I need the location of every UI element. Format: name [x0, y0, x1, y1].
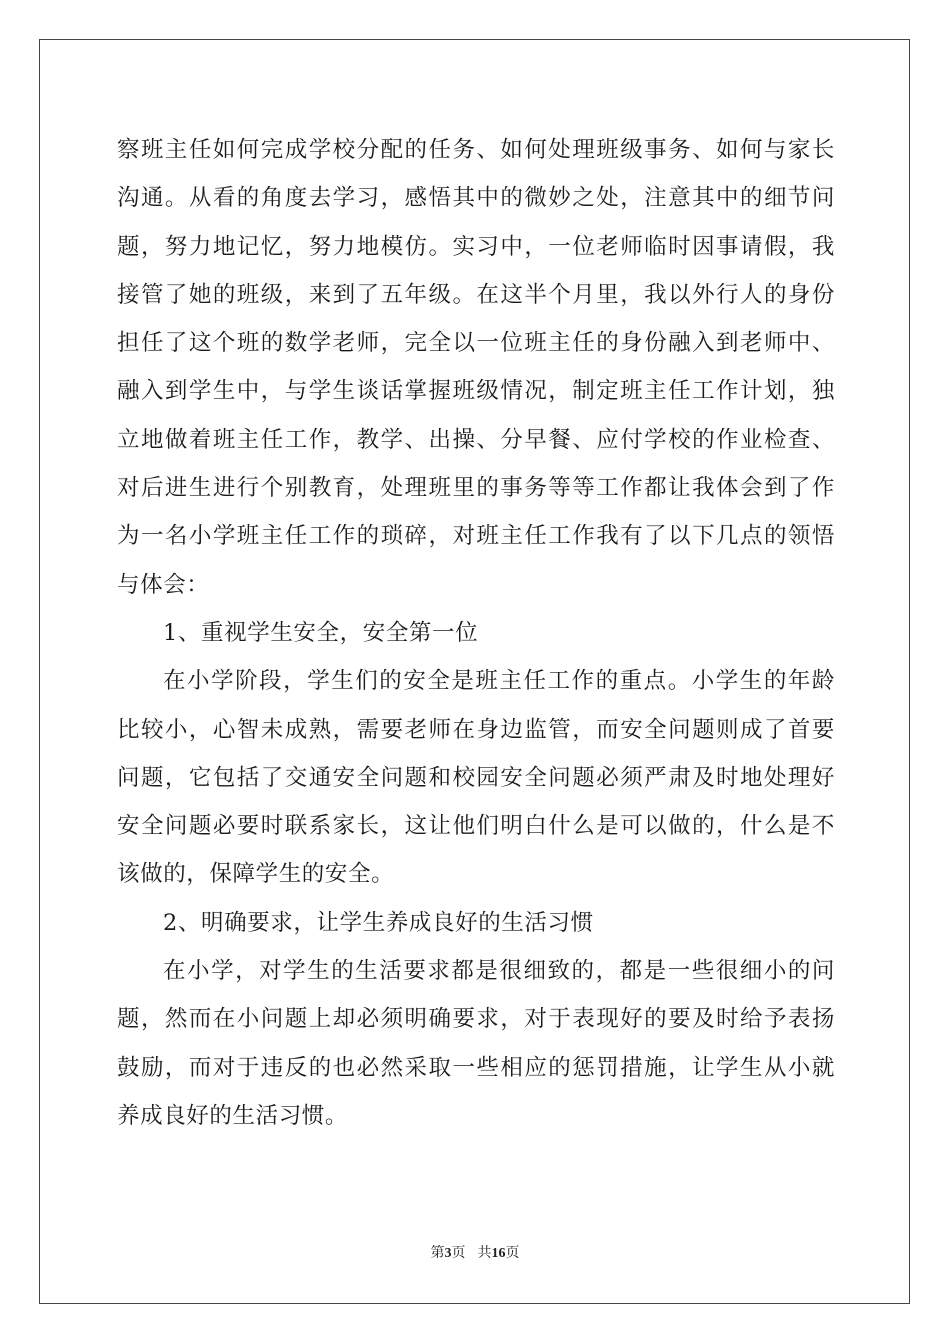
- text-line: 安全问题必要时联系家长，这让他们明白什么是可以做的，什么是不: [117, 813, 835, 840]
- document-body: [117, 126, 835, 1140]
- text-line: 在小学阶段，学生们的安全是班主任工作的重点。小学生的年龄: [163, 668, 835, 695]
- text-line: 为一名小学班主任工作的琐碎，对班主任工作我有了以下几点的领悟: [117, 523, 835, 550]
- text-line: 在小学，对学生的生活要求都是很细致的，都是一些很细小的问: [163, 958, 835, 985]
- total-pages: 16: [491, 1246, 506, 1261]
- text-line: 接管了她的班级，来到了五年级。在这半个月里，我以外行人的身份: [117, 281, 835, 308]
- page-prefix: 第: [430, 1246, 445, 1261]
- total-prefix: 共: [477, 1246, 492, 1261]
- text-line: 沟通。从看的角度去学习，感悟其中的微妙之处，注意其中的细节问: [117, 185, 835, 212]
- text-line: 养成良好的生活习惯。: [117, 1102, 349, 1129]
- page-footer: [0, 1242, 950, 1262]
- section-heading: 1、重视学生安全，安全第一位: [163, 619, 479, 646]
- page-suffix: 页: [451, 1246, 466, 1261]
- text-line: 融入到学生中，与学生谈话掌握班级情况，制定班主任工作计划，独: [117, 378, 835, 405]
- text-line: 该做的，保障学生的安全。: [117, 861, 395, 888]
- text-line: 与体会：: [117, 571, 210, 598]
- page-number: 3: [444, 1246, 452, 1261]
- total-suffix: 页: [505, 1246, 520, 1261]
- text-line: 对后进生进行个别教育，处理班里的事务等等工作都让我体会到了作: [117, 475, 835, 502]
- text-line: 问题，它包括了交通安全问题和校园安全问题必须严肃及时地处理好: [117, 764, 835, 791]
- text-line: 担任了这个班的数学老师，完全以一位班主任的身份融入到老师中、: [117, 330, 835, 357]
- text-line: 鼓励，而对于违反的也必然采取一些相应的惩罚措施，让学生从小就: [117, 1054, 835, 1081]
- text-line: 立地做着班主任工作，教学、出操、分早餐、应付学校的作业检查、: [117, 426, 835, 453]
- section-heading: 2、明确要求，让学生养成良好的生活习惯: [163, 909, 594, 936]
- text-line: 察班主任如何完成学校分配的任务、如何处理班级事务、如何与家长: [117, 137, 835, 163]
- text-line: 比较小，心智未成熟，需要老师在身边监管，而安全问题则成了首要: [117, 716, 835, 743]
- text-line: 题，努力地记忆，努力地模仿。实习中，一位老师临时因事请假，我: [117, 233, 835, 260]
- text-line: 题，然而在小问题上却必须明确要求，对于表现好的要及时给予表扬: [117, 1006, 835, 1033]
